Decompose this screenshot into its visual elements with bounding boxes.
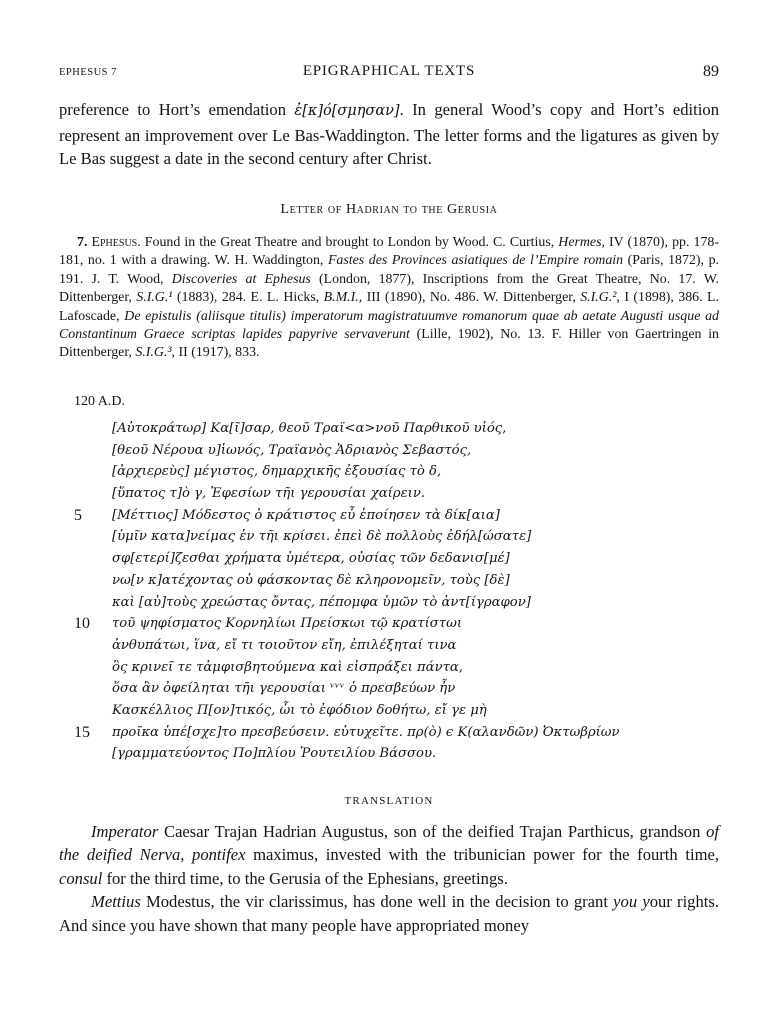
italic-text: Discoveries at Ephesus (171, 271, 311, 287)
line-text: [γραμματεύοντος Πο]πλίου Ῥουτειλίου Βάσσου. (112, 746, 437, 762)
text-segment: , II (1917), 833. (171, 345, 260, 361)
italic-text: consul (59, 868, 103, 888)
translation-paragraph (59, 820, 719, 890)
line-text: καὶ [αὐ]τοὺς χρεώστας ὄντας, πέπομφα ὑμῶν τὸ ἀντ[ίγραφον] (112, 594, 531, 610)
line-text: σφ[ετερί]ζεσθαι χρήματα ὑμέτερα, οὐσίας τῶν δεδανισ[μέ] (112, 551, 510, 567)
line-text: [Αὐτοκράτωρ] Κα[ῖ]σαρ, θεοῦ Τραϊ<α>νοῦ Παρθικοῦ υἱός, (112, 421, 507, 436)
line-number: 5 (74, 506, 82, 524)
translation-paragraph (59, 890, 719, 937)
italic-text: B.M.I., (323, 290, 363, 306)
line-number: 15 (74, 723, 90, 741)
greek-inscription (74, 418, 724, 765)
line-text: [θεοῦ Νέρουα υ]ἱωνός, Τραϊανὸς Ἁδριανὸς Σεβαστός, (112, 442, 472, 458)
inscription-line (74, 635, 724, 657)
text-segment: (1883), 284. E. L. Hicks, (172, 290, 324, 306)
text-segment: for the third time, to the Gerusia of the Ephesians, greetings. (102, 868, 508, 888)
italic-text: S.I.G.¹ (136, 290, 173, 306)
entry-number: 7. (77, 235, 88, 250)
inscription-line (74, 461, 724, 483)
running-header (59, 63, 719, 83)
italic-text: of the deified Nerva, pontifex (59, 822, 719, 865)
italic-text: Hermes, (558, 235, 605, 250)
text-segment: our rights. And since you have shown that many people have appropriated money (59, 892, 719, 935)
intro-text-post: . In general Wood’s copy and Hort’s edition represent an improvement over Le Bas-Waddington. The letter forms and the ligatures as given by Le Bas suggest a date in the second century after Christ. (59, 100, 719, 168)
inscription-line (74, 418, 724, 440)
header-section: EPHESUS 7 (59, 67, 117, 78)
text-segment: Caesar Trajan Hadrian Augustus, son of the deified Trajan Parthicus, grandson (158, 822, 707, 841)
line-text: τοῦ ψηφίσματος Κορνηλίωι Πρείσκωι τῷ κρατίστωι (112, 616, 462, 632)
inscription-line (74, 613, 724, 635)
entry-place: Ephesus. (91, 235, 141, 250)
translation-text (59, 820, 719, 937)
intro-text-pre: preference to Hort’s emendation (59, 100, 295, 119)
inscription-line (74, 526, 724, 548)
text-segment: maximus, invested with the tribunician power for the fourth time, (245, 845, 719, 865)
inscription-line (74, 548, 724, 570)
italic-text: Imperator (91, 822, 159, 841)
text-segment: (Paris, 1872), p. 191. J. T. Wood, (59, 253, 719, 287)
inscription-line (74, 722, 724, 744)
text-segment: III (1890), No. 486. W. Dittenberger, (362, 290, 581, 306)
italic-text: you (613, 892, 638, 912)
text-segment: (London, 1877), Inscriptions from the Great Theatre, No. 17. W. Dittenberger, (59, 271, 720, 306)
inscription-line (74, 678, 724, 700)
inscription-line (74, 570, 724, 592)
line-text: Κασκέλλιος Π[ον]τικός, ὧι τὸ ἐφόδιον δοθήτω, εἴ γε μὴ (112, 702, 487, 718)
bibliography-paragraph (59, 234, 719, 363)
line-text: [ὑμῖν κατα]νείμας ἐν τῆι κρίσει. ἐπεὶ δὲ πολλοὺς ἐδήλ[ώσατε] (112, 529, 532, 545)
text-segment: IV (1870), pp. 178-181, no. 1 with a drawing. W. H. Waddington, (59, 235, 719, 269)
line-text: ὃς κρινεῖ τε τἀμφισβητούμενα καὶ εἰσπράξει πάντα, (112, 659, 464, 675)
text-segment: Found in the Great Theatre and brought to London by Wood. C. Curtius, (140, 235, 559, 250)
line-text: [ἀρχιερεὺς] μέγιστος, δημαρχικῆς ἐξουσίας τὸ δ, (112, 464, 442, 480)
line-text: ὅσα ἂν ὀφείληται τῆι γερουσίαι ᵛᵛᵛ ὁ πρεσβεύων ἦν (112, 681, 456, 697)
text-segment: , I (1898), 386. L. Lafoscade, (59, 290, 719, 324)
line-text: προῖκα ὑπέ[σχε]το πρεσβεύσειν. εὐτυχεῖτε. πρ(ὸ) ϵ Κ(αλανδῶν) Ὀκτωβρίων (112, 724, 620, 740)
section-heading: Letter of Hadrian to the Gerusia (280, 202, 498, 217)
line-number: 10 (74, 615, 90, 633)
intro-greek: ἐ[κ]ό[σμησαν] (294, 103, 400, 119)
intro-paragraph (59, 98, 719, 171)
line-text: [ὕπατος τ]ὸ γ, Ἐφεσίων τῆι γερουσίαι χαίρειν. (112, 486, 426, 502)
inscription-line (74, 592, 724, 614)
line-text: [Μέττιος] Μόδεστος ὁ κράτιστος εὖ ἐποίησεν τὰ δίκ[αια] (112, 507, 500, 523)
translation-heading: TRANSLATION (344, 795, 434, 807)
italic-text: Mettius (91, 892, 141, 912)
italic-text: y (642, 892, 650, 912)
line-text: νω[ν κ]ατέχοντας οὐ φάσκοντας δὲ κληρονομεῖν, τοὺς [δὲ] (112, 572, 510, 588)
line-text: ἀνθυπάτωι, ἵνα, εἴ τι τοιοῦτον εἴη, ἐπιλέξηταί τινα (112, 637, 457, 653)
inscription-line (74, 440, 724, 462)
inscription-line (74, 657, 724, 679)
header-title: EPIGRAPHICAL TEXTS (302, 63, 476, 79)
inscription-date: 120 A.D. (74, 394, 125, 409)
italic-text: Fastes des Provinces asiatiques de l’Empire romain (327, 253, 624, 269)
text-segment: (Lille, 1902), No. 13. F. Hiller von Gaertringen in Dittenberger, (59, 327, 720, 361)
inscription-line (74, 743, 724, 765)
italic-text: S.I.G.² (580, 290, 617, 306)
inscription-line (74, 505, 724, 527)
page-number: 89 (703, 63, 719, 80)
italic-text: De epistulis (aliisque titulis) imperatorum magistratuumve romanorum quae ab aetate Augusti usque ad Constantinum Graece scriptas lapides papyrive servaverunt (59, 308, 719, 343)
inscription-line (74, 700, 724, 722)
inscription-line (74, 483, 724, 505)
text-segment: Modestus, the vir clarissimus, has done well in the decision to grant (140, 892, 614, 912)
italic-text: S.I.G.³ (135, 345, 172, 361)
